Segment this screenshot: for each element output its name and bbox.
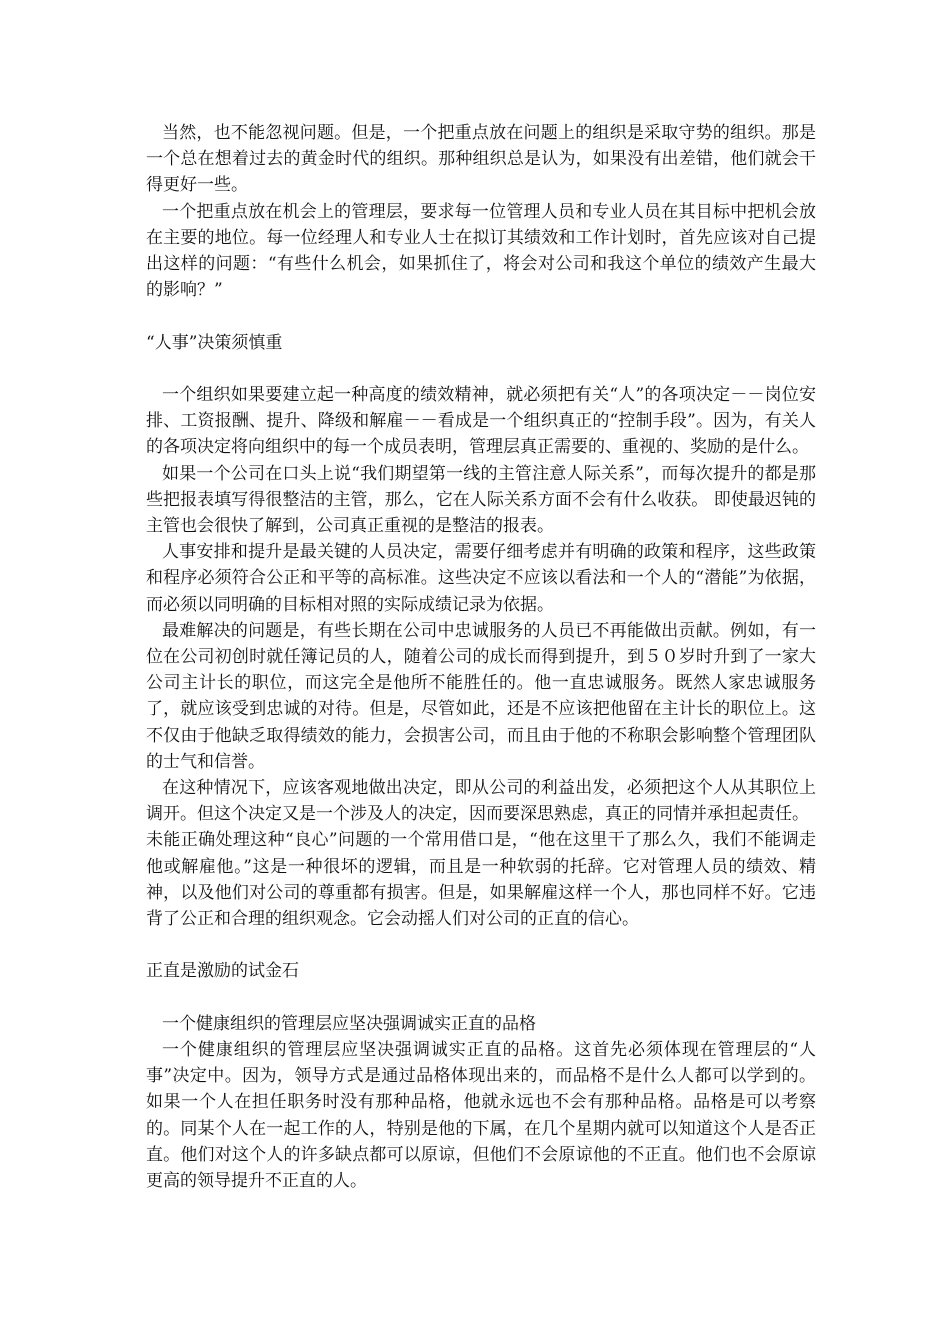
blank-line bbox=[146, 932, 816, 958]
document-page bbox=[146, 120, 816, 1194]
paragraph: 一个健康组织的管理层应坚决强调诚实正直的品格 bbox=[162, 1013, 536, 1034]
paragraph: 最难解决的问题是，有些长期在公司中忠诚服务的人员已不再能做出贡献。例如，有一位在公司初创时就任簿记员的人，随着公司的成长而得到提升，到５０岁时升到了一家大公司主计长的职位，而这完全是他所不能胜任的。他一直忠诚服务。既然人家忠诚服务了，就应该受到忠诚的对待。但是，尽管如此，还是不应该把他留在主计长的职位上。这不仅由于他缺乏取得绩效的能力，会损害公司，而且由于他的不称职会影响整个管理团队的士气和信誉。 bbox=[146, 620, 816, 772]
paragraph: 人事安排和提升是最关键的人员决定，需要仔细考虑并有明确的政策和程序，这些政策和程序必须符合公正和平等的高标准。这些决定不应该以看法和一个人的“潜能”为依据，而必须以同明确的目标相对照的实际成绩记录为依据。 bbox=[146, 542, 816, 615]
paragraph: 当然，也不能忽视问题。但是，一个把重点放在问题上的组织是采取守势的组织。那是一个总在想着过去的黄金时代的组织。那种组织总是认为，如果没有出差错，他们就会干得更好一些。 bbox=[146, 123, 816, 196]
paragraph: 一个组织如果要建立起一种高度的绩效精神，就必须把有关“人”的各项决定－－岗位安排、工资报酬、提升、降级和解雇－－看成是一个组织真正的“控制手段”。因为，有关人的各项决定将向组织中的每一个成员表明，管理层真正需要的、重视的、奖励的是什么。 bbox=[146, 385, 816, 458]
paragraph: 一个把重点放在机会上的管理层，要求每一位管理人员和专业人员在其目标中把机会放在主要的地位。每一位经理人和专业人士在拟订其绩效和工作计划时，首先应该对自己提出这样的问题：“有些什么机会，如果抓住了，将会对公司和我这个单位的绩效产生最大的影响？” bbox=[146, 201, 816, 301]
blank-line bbox=[146, 356, 816, 382]
paragraph: 在这种情况下，应该客观地做出决定，即从公司的利益出发，必须把这个人从其职位上调开。但这个决定又是一个涉及人的决定，因而要深思熟虑，真正的同情并承担起责任。 bbox=[146, 778, 816, 825]
blank-line bbox=[146, 303, 816, 329]
section-heading: 正直是激励的试金石 bbox=[146, 961, 299, 982]
section-heading: “人事”决策须慎重 bbox=[146, 332, 283, 353]
paragraph: 未能正确处理这种“良心”问题的一个常用借口是，“他在这里干了那么久，我们不能调走他或解雇他。”这是一种很坏的逻辑，而且是一种软弱的托辞。它对管理人员的绩效、精神，以及他们对公司的尊重都有损害。但是，如果解雇这样一个人，那也同样不好。它违背了公正和合理的组织观念。它会动摇人们对公司的正直的信心。 bbox=[146, 830, 816, 930]
paragraph: 如果一个公司在口头上说“我们期望第一线的主管注意人际关系”，而每次提升的都是那些把报表填写得很整洁的主管，那么，它在人际关系方面不会有什么收获。 即使最迟钝的主管也会很快了解到，公司真正重视的是整洁的报表。 bbox=[146, 463, 816, 537]
blank-line bbox=[146, 985, 816, 1011]
paragraph: 一个健康组织的管理层应坚决强调诚实正直的品格。这首先必须体现在管理层的“人事”决定中。因为，领导方式是通过品格体现出来的，而品格不是什么人都可以学到的。如果一个人在担任职务时没有那种品格，他就永远也不会有那种品格。品格是可以考察的。同某个人在一起工作的人，特别是他的下属，在几个星期内就可以知道这个人是否正直。他们对这个人的许多缺点都可以原谅，但他们不会原谅他的不正直。他们也不会原谅更高的领导提升不正直的人。 bbox=[146, 1040, 816, 1192]
